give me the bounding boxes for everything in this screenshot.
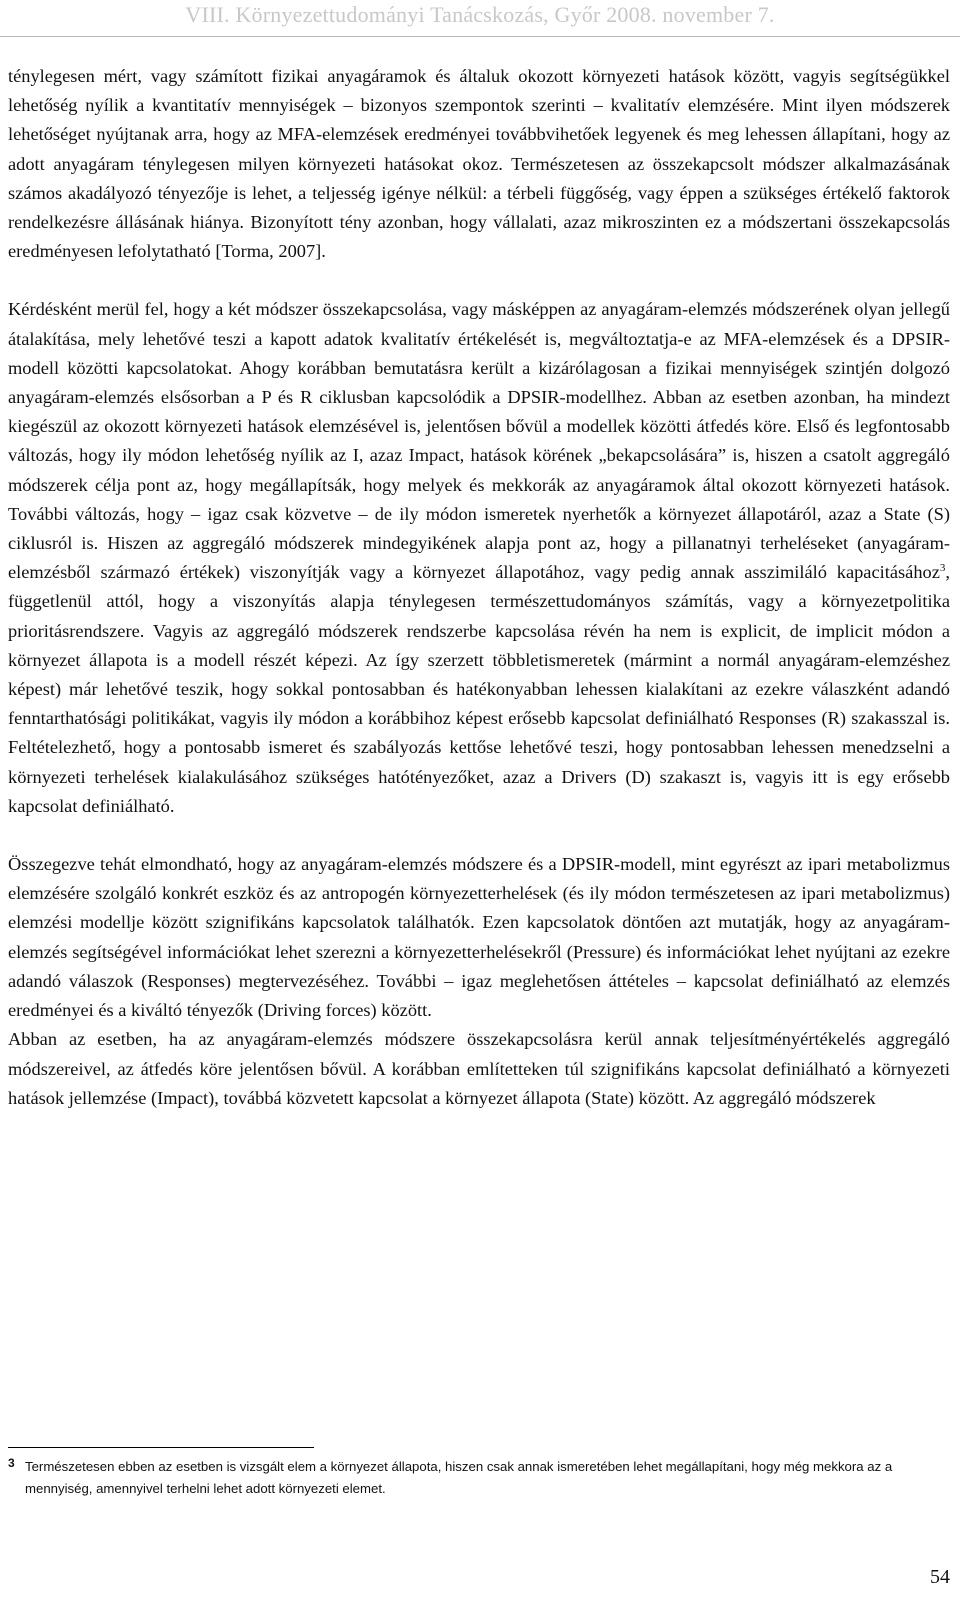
paragraph-1: ténylegesen mért, vagy számított fizikai anyagáramok és általuk okozott környezeti hatások között, vagyis segítségükkel lehetőség nyílik a kvantitatív mennyiségek – bizonyos szempontok szerinti – kvalitatív elemzésére. Mint ilyen módszerek lehetőséget nyújtanak arra, hogy az MFA-elemzések eredményei továbbvihetőek legyenek és meg lehessen állapítani, hogy az adott anyagáram ténylegesen milyen környezeti hatásokat okoz. Természetesen az összekapcsolt módszer alkalmazásának számos akadályozó tényezője is lehet, a teljesség igénye nélkül: a térbeli függőség, vagy éppen a szükséges értékelő faktorok rendelkezésre állásának hiánya. Bizonyított tény azonban, hogy vállalati, azaz mikroszinten ez a módszertani összekapcsolás eredményesen lefolytatható [Torma, 2007].	[8, 66, 950, 262]
running-header: VIII. Környezettudományi Tanácskozás, Győr 2008. november 7.	[185, 2, 775, 27]
footnote-mark: 3	[8, 1456, 15, 1470]
paragraph-3: Összegezve tehát elmondható, hogy az anyagáram-elemzés módszere és a DPSIR-modell, mint egyrészt az ipari metabolizmus elemzésére szolgáló konkrét eszköz és az antropogén környezetterhelések (és ily módon természetesen az ipari metabolizmus) elemzési modellje között szignifikáns kapcsolatok találhatók. Ezen kapcsolatok döntően azt mutatják, hogy az anyagáram-elemzés segítségével információkat lehet szerezni a környezetterhelésekről (Pressure) és információkat lehet nyújtani az ezekre adandó válaszok (Responses) megtervezéséhez. További – igaz meglehetősen áttételes – kapcsolat definiálható az elemzés eredményei és a kiváltó tényezők (Driving forces) között.	[8, 854, 950, 1021]
paragraph-4: Abban az esetben, ha az anyagáram-elemzés módszere összekapcsolásra kerül annak teljesítményértékelés aggregáló módszereivel, az átfedés köre jelentősen bővül. A korábban említetteken túl szignifikáns kapcsolat definiálható a környezeti hatások jellemzése (Impact), továbbá közvetett kapcsolat a környezet állapota (State) között. Az aggregáló módszerek	[8, 1029, 950, 1108]
paragraph-2-text-b: , függetlenül attól, hogy a viszonyítás alapja ténylegesen természettudományos számítás, vagy a környezetpolitika prioritásrendszere. Vagyis az aggregáló módszerek rendszerbe kapcsolása révén ha nem is explicit, de implicit módon a környezet állapota is a modell részét képezi. Az így szerzett többletismeretek (mármint a normál anyagáram-elemzéshez képest) már lehetővé teszik, hogy sokkal pontosabban és hatékonyabban lehessen kialakítani az ezekre válaszként adandó fenntarthatósági politikákat, vagyis ily módon a korábbihoz képest erősebb kapcsolat definiálható Responses (R) szakasszal is. Feltételezhető, hogy a pontosabb ismeret és szabályozás kettőse lehetővé teszi, hogy pontosabban lehessen menedzselni a környezeti terhelések kialakulásához szükséges hatótényezőket, azaz a Drivers (D) szakaszt is, vagyis itt is egy erősebb kapcsolat definiálható.	[8, 562, 950, 816]
footnote-text: Természetesen ebben az esetben is vizsgált elem a környezet állapota, hiszen csak annak ismeretében lehet megállapítani, hogy még mekkora az a mennyiség, amennyivel terhelni lehet adott környezeti elemet.	[25, 1459, 893, 1496]
paragraph-2-text-a: Kérdésként merül fel, hogy a két módszer összekapcsolása, vagy másképpen az anyagáram-elemzés módszerének olyan jellegű átalakítása, mely lehetővé teszi a kapott adatok kvalitatív értékelését is, megváltoztatja-e az MFA-elemzések és a DPSIR-modell közötti kapcsolatokat. Ahogy korábban bemutatásra került a kizárólagosan a fizikai mennyiségek szintjén dolgozó anyagáram-elemzés elsősorban a P és R ciklusban kapcsolódik a DPSIR-modellhez. Abban az esetben azonban, ha mindezt kiegészül az okozott környezeti hatások elemzésével is, jelentősen bővül a modellek közötti átfedés köre. Első és legfontosabb változás, hogy ily módon lehetőség nyílik az I, azaz Impact, hatások körének „bekapcsolására” is, hiszen a csatolt aggregáló módszerek célja pont az, hogy megállapítsák, hogy melyek és mekkorák az anyagáramok által okozott környezeti hatások. További változás, hogy – igaz csak közvetve – de ily módon ismeretek nyerhetők a környezet állapotáról, azaz a State (S) ciklusról is. Hiszen az aggregáló módszerek mindegyikének alapja pont az, hogy a pillanatnyi terheléseket (anyagáram-elemzésből származó értékek) viszonyítják vagy a környezet állapotához, vagy pedig annak asszimiláló kapacitásához	[8, 299, 950, 583]
body-text	[8, 62, 950, 1113]
footnote	[8, 1456, 950, 1500]
footnote-rule	[8, 1447, 314, 1448]
footnote-reference[interactable]: 3	[939, 562, 946, 575]
paragraph-2	[8, 295, 950, 821]
header-rule	[0, 36, 960, 37]
page-number: 54	[930, 1566, 950, 1588]
